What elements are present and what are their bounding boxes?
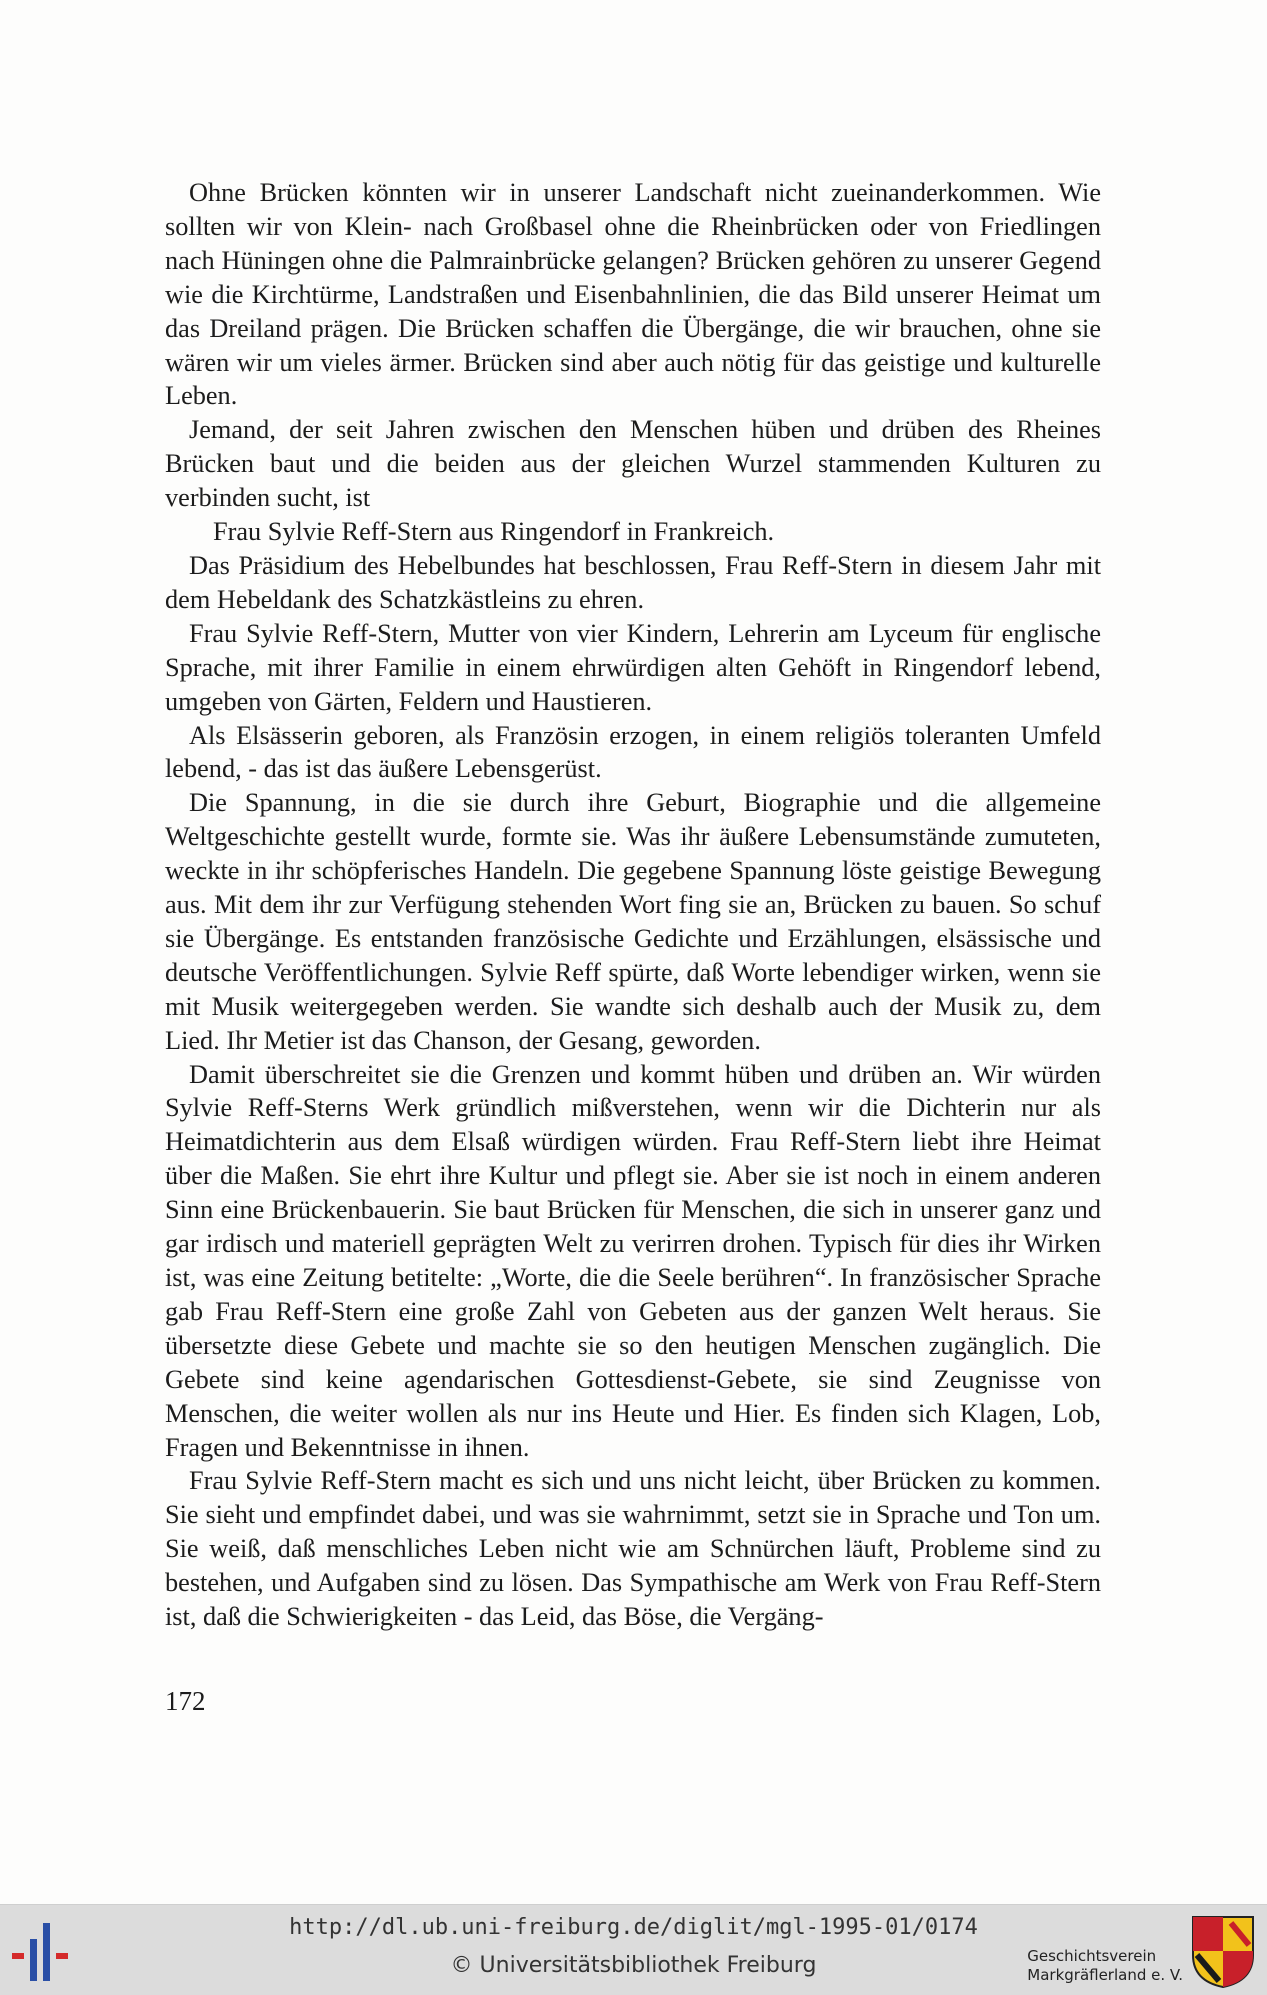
- copyright-text: © Universitätsbibliothek Freiburg: [450, 1953, 817, 1978]
- permalink-url[interactable]: http://dl.ub.uni-freiburg.de/diglit/mgl-1995-01/0174: [289, 1915, 978, 1940]
- paragraph-1: Ohne Brücken könnten wir in unserer Landschaft nicht zueinanderkommen. Wie sollten wir von Klein- nach Großbasel ohne die Rheinbrücken oder von Friedlingen nach Hüningen ohne die Palmrainbrücke gelangen? Brücken gehören zu unserer Gegend wie die Kirchtürme, Landstraßen und Eisenbahnlinien, die das Bild unserer Heimat um das Dreiland prägen. Die Brücken schaffen die Übergänge, die wir brauchen, ohne sie wären wir um vieles ärmer. Brücken sind aber auch nötig für das geistige und kulturelle Leben.: [165, 178, 1101, 411]
- paragraph-honoree: Frau Sylvie Reff-Stern aus Ringendorf in Frankreich.: [213, 517, 775, 547]
- page-number: 172: [165, 1686, 206, 1716]
- paragraph-7: Die Spannung, in die sie durch ihre Geburt, Biographie und die allgemeine Weltgeschichte gestellt wurde, formte sie. Was ihr äußere Lebensumstände zumuteten, weckte in ihr schöpferisches Handeln. Die gegebene Spannung löste geistige Bewegung aus. Mit dem ihr zur Verfügung stehenden Wort fing sie an, Brücken zu bauen. So schuf sie Übergänge. Es entstanden französische Gedichte und Erzählungen, elsässische und deutsche Veröffentlichungen. Sylvie Reff spürte, daß Worte lebendiger wirken, wenn sie mit Musik weitergegeben werden. Sie wandte sich deshalb auch der Musik zu, dem Lied. Ihr Metier ist das Chanson, der Gesang, geworden.: [165, 788, 1101, 1055]
- paragraph-8: Damit überschreitet sie die Grenzen und kommt hüben und drüben an. Wir würden Sylvie Reff-Sterns Werk gründlich mißverstehen, wenn wir die Dichterin nur als Heimatdichterin aus dem Elsaß würdigen würden. Frau Reff-Stern liebt ihre Heimat über die Maßen. Sie ehrt ihre Kultur und pflegt sie. Aber sie ist noch in einem anderen Sinn eine Brückenbauerin. Sie baut Brücken für Menschen, die sich in unserer ganz und gar irdisch und materiell geprägten Welt zu verirren drohen. Typisch für dies ihr Wirken ist, was eine Zeitung betitelte: „Worte, die die Seele berühren“. In französischer Sprache gab Frau Reff-Stern eine große Zahl von Gebeten aus der ganzen Welt heraus. Sie übersetzte diese Gebete und machte sie so den heutigen Menschen zugänglich. Die Gebete sind keine agendarischen Gottesdienst-Gebete, sie sind Zeugnisse von Menschen, die weiter wollen als nur ins Heute und Hier. Es finden sich Klagen, Lob, Fragen und Bekenntnisse in ihnen.: [165, 1059, 1101, 1462]
- society-line-1: Geschichtsverein: [1027, 1947, 1157, 1965]
- society-name: [1027, 1947, 1183, 1985]
- viewer-footer: [0, 1904, 1267, 1995]
- coat-of-arms-icon: [1191, 1915, 1255, 1989]
- paragraph-5: Frau Sylvie Reff-Stern, Mutter von vier Kindern, Lehrerin am Lyceum für englische Sprache, mit ihrer Familie in einem ehrwürdigen alten Gehöft in Ringendorf lebend, umgeben von Gärten, Feldern und Haustieren.: [165, 618, 1101, 716]
- paragraph-2: Jemand, der seit Jahren zwischen den Menschen hüben und drüben des Rheines Brücken baut und die beiden aus der gleichen Wurzel stammenden Kulturen zu verbinden sucht, ist: [165, 415, 1101, 513]
- paragraph-4: Das Präsidium des Hebelbundes hat beschlossen, Frau Reff-Stern in diesem Jahr mit dem Hebeldank des Schatzkästleins zu ehren.: [165, 550, 1101, 614]
- article-body: [165, 176, 1101, 1634]
- society-line-2: Markgräflerland e. V.: [1027, 1966, 1183, 1984]
- paragraph-6: Als Elsässerin geboren, als Französin erzogen, in einem religiös toleranten Umfeld lebend, - das ist das äußere Lebensgerüst.: [165, 720, 1101, 784]
- paragraph-9: Frau Sylvie Reff-Stern macht es sich und uns nicht leicht, über Brücken zu kommen. Sie sieht und empfindet dabei, und was sie wahrnimmt, setzt sie in Sprache und Ton um. Sie weiß, daß menschliches Leben nicht wie am Schnürchen läuft, Probleme sind zu bestehen, und Aufgaben sind zu lösen. Das Sympathische am Werk von Frau Reff-Stern ist, daß die Schwierigkeiten - das Leid, das Böse, die Vergäng-: [165, 1466, 1101, 1632]
